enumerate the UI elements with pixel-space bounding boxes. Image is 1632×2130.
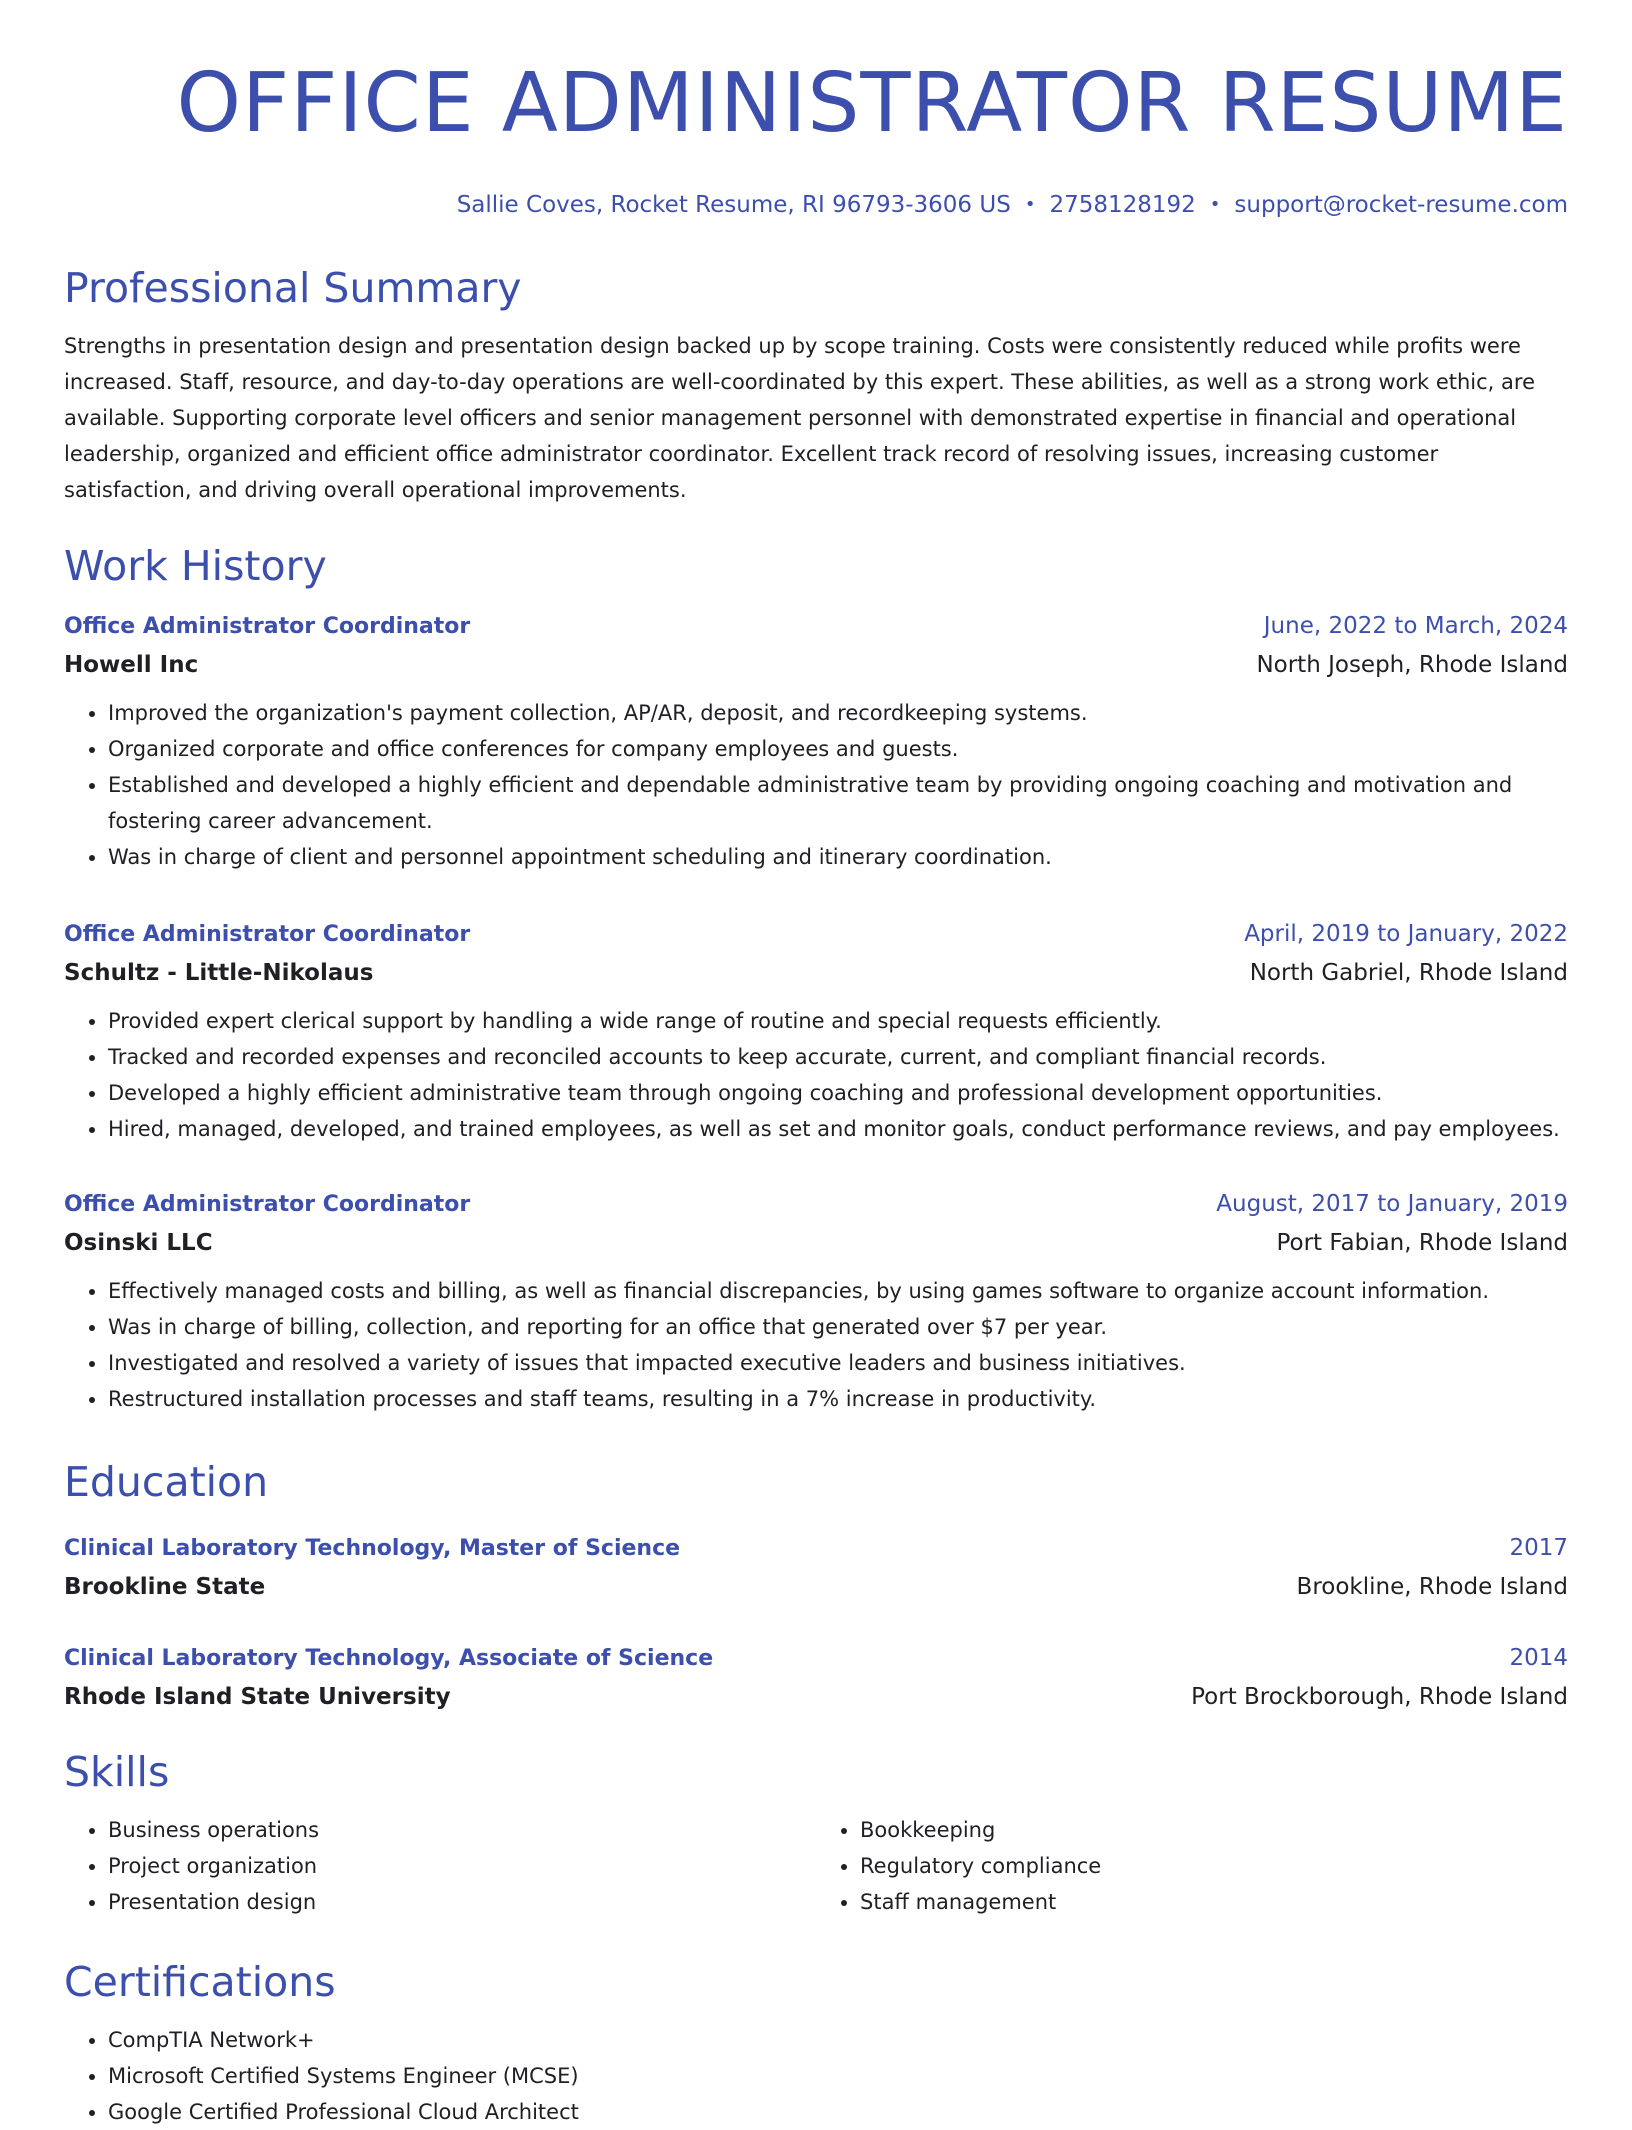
- summary-text: Strengths in presentation design and presentation design backed up by scope training. Costs were consistently reduced while profits were increased. Staff, resource, and day-to-day operations are well-coordinated by this expert. These abilities, as well as a strong work ethic, are available. Supporting corporate level officers and senior management personnel with demonstrated expertise in financial and operational leadership, organized and efficient office administrator coordinator. Excellent track record of resolving issues, increasing customer satisfaction, and driving overall operational improvements.: [64, 334, 1535, 502]
- job-bullet: • Established and developed a highly efficient and dependable administrative team by providing ongoing coaching and motivation and fostering career advancement.: [108, 767, 1568, 839]
- skill-item: • Bookkeeping: [860, 1812, 1568, 1848]
- skills-list-left: [64, 1812, 816, 1920]
- education-entry: [64, 1530, 1568, 1607]
- job-entry: [64, 1186, 1568, 1417]
- contact-phone: 2758128192: [1049, 192, 1196, 218]
- contact-email[interactable]: support@rocket-resume.com: [1234, 192, 1568, 218]
- job-bullet: • Improved the organization's payment collection, AP/AR, deposit, and recordkeeping systems.: [108, 695, 1568, 731]
- company-name: Schultz - Little-Nikolaus: [64, 960, 374, 986]
- skills-columns: [64, 1798, 1568, 1920]
- job-dates: June, 2022 to March, 2024: [1263, 613, 1568, 639]
- job-bullet: • Hired, managed, developed, and trained employees, as well as set and monitor goals, conduct performance reviews, and pay employees.: [108, 1111, 1568, 1147]
- job-entry: [64, 916, 1568, 1147]
- school-location: Brookline, Rhode Island: [1296, 1574, 1568, 1600]
- certification-item: • Google Certified Professional Cloud Architect: [108, 2094, 1568, 2130]
- education-year: 2014: [1509, 1645, 1568, 1671]
- certification-item: • Microsoft Certified Systems Engineer (MCSE): [108, 2058, 1568, 2094]
- job-bullet: • Organized corporate and office conferences for company employees and guests.: [108, 731, 1568, 767]
- contact-separator: •: [1209, 194, 1221, 215]
- skill-item: • Presentation design: [108, 1884, 816, 1920]
- job-bullet: • Investigated and resolved a variety of issues that impacted executive leaders and business initiatives.: [108, 1345, 1568, 1381]
- certification-item: • CompTIA Network+: [108, 2022, 1568, 2058]
- job-location: North Gabriel, Rhode Island: [1249, 960, 1568, 986]
- skill-item: • Project organization: [108, 1848, 816, 1884]
- job-location: Port Fabian, Rhode Island: [1276, 1230, 1568, 1256]
- school-name: Brookline State: [64, 1574, 266, 1600]
- education-year: 2017: [1509, 1535, 1568, 1561]
- skill-item: • Staff management: [860, 1884, 1568, 1920]
- skills-list-right: [816, 1812, 1568, 1920]
- degree-title: Clinical Laboratory Technology, Master of Science: [64, 1536, 681, 1561]
- contact-address: Sallie Coves, Rocket Resume, RI 96793-3606 US: [456, 192, 1011, 218]
- summary-section: [64, 262, 1568, 508]
- section-heading-skills: Skills: [64, 1748, 170, 1796]
- education-entry: [64, 1640, 1568, 1717]
- job-bullet: • Provided expert clerical support by handling a wide range of routine and special requests efficiently.: [108, 1003, 1568, 1039]
- section-heading-work: Work History: [64, 542, 327, 590]
- section-heading-summary: Professional Summary: [64, 264, 522, 312]
- job-bullets: [64, 695, 1568, 875]
- job-bullet: • Tracked and recorded expenses and reconciled accounts to keep accurate, current, and compliant financial records.: [108, 1039, 1568, 1075]
- job-title: Office Administrator Coordinator: [64, 1192, 471, 1217]
- contact-line: [64, 190, 1568, 220]
- certifications-section: [64, 1956, 1568, 2130]
- job-dates: August, 2017 to January, 2019: [1216, 1191, 1568, 1217]
- resume-title: OFFICE ADMINISTRATOR RESUME: [176, 56, 1568, 151]
- job-location: North Joseph, Rhode Island: [1256, 652, 1568, 678]
- contact-separator: •: [1024, 194, 1036, 215]
- company-name: Osinski LLC: [64, 1230, 213, 1256]
- job-bullet: • Restructured installation processes and staff teams, resulting in a 7% increase in productivity.: [108, 1381, 1568, 1417]
- section-heading-certifications: Certifications: [64, 1958, 336, 2006]
- job-title: Office Administrator Coordinator: [64, 922, 471, 947]
- certifications-list: [64, 2022, 1568, 2130]
- school-location: Port Brockborough, Rhode Island: [1191, 1684, 1568, 1710]
- job-entry: [64, 608, 1568, 875]
- skill-item: • Business operations: [108, 1812, 816, 1848]
- job-bullet: • Effectively managed costs and billing, as well as financial discrepancies, by using games software to organize account information.: [108, 1273, 1568, 1309]
- company-name: Howell Inc: [64, 652, 199, 678]
- degree-title: Clinical Laboratory Technology, Associate of Science: [64, 1646, 714, 1671]
- education-section: [64, 1456, 1568, 1508]
- job-dates: April, 2019 to January, 2022: [1244, 921, 1568, 947]
- job-bullet: • Was in charge of client and personnel appointment scheduling and itinerary coordination.: [108, 839, 1568, 875]
- school-name: Rhode Island State University: [64, 1684, 451, 1710]
- job-bullets: [64, 1003, 1568, 1147]
- skill-item: • Regulatory compliance: [860, 1848, 1568, 1884]
- skills-section: [64, 1746, 1568, 1920]
- work-history-section: [64, 540, 1568, 592]
- resume-page: [64, 0, 1568, 2124]
- job-bullet: • Was in charge of billing, collection, and reporting for an office that generated over $7 per year.: [108, 1309, 1568, 1345]
- job-bullet: • Developed a highly efficient administrative team through ongoing coaching and professional development opportunities.: [108, 1075, 1568, 1111]
- section-heading-education: Education: [64, 1458, 269, 1506]
- job-title: Office Administrator Coordinator: [64, 614, 471, 639]
- job-bullets: [64, 1273, 1568, 1417]
